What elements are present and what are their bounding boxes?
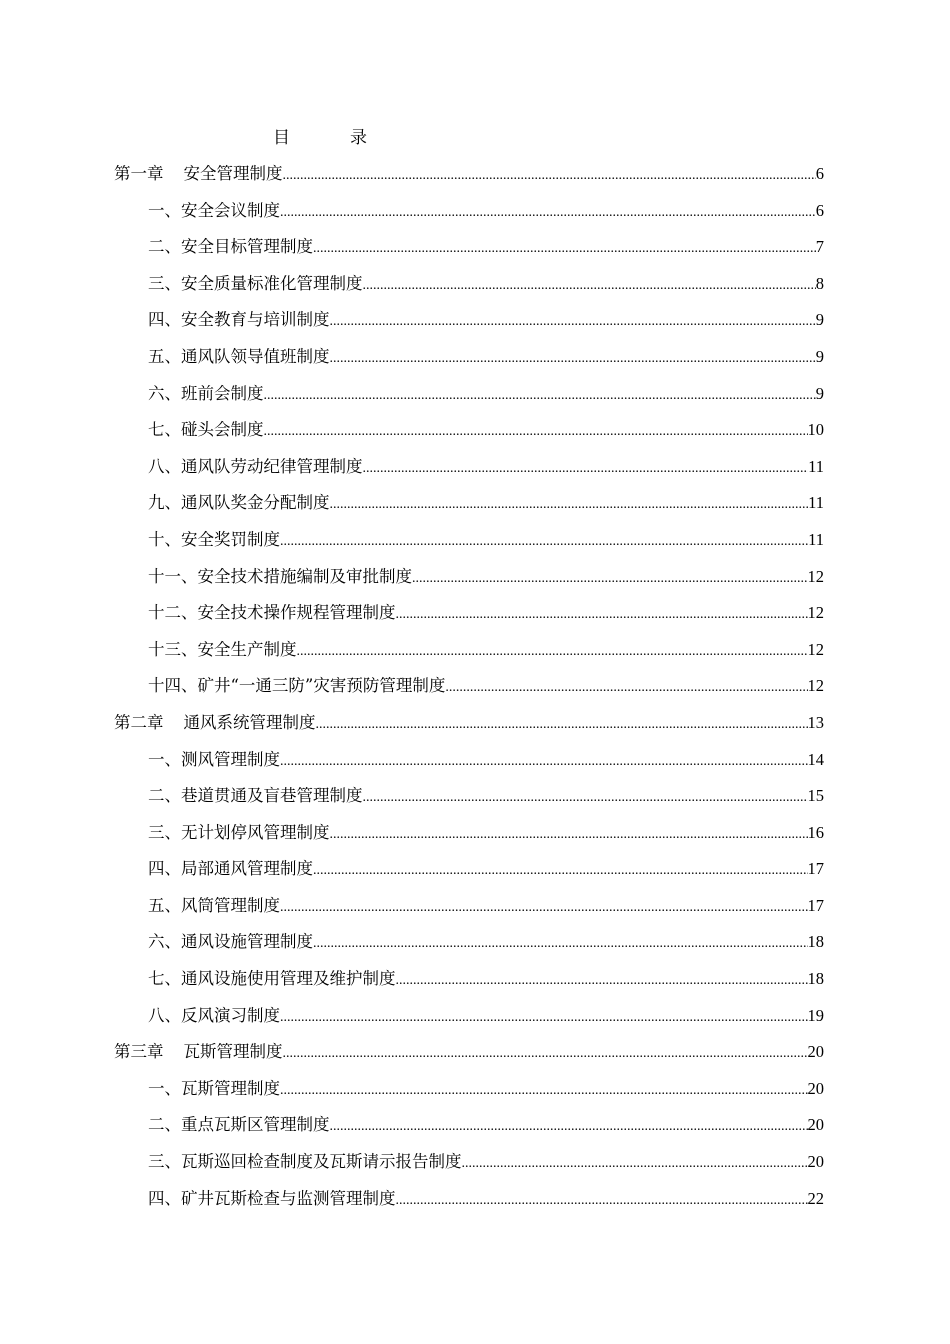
toc-entry-text: 二、重点瓦斯区管理制度 xyxy=(148,1115,330,1135)
toc-entry-text: 十一、安全技术措施编制及审批制度 xyxy=(148,566,412,586)
toc-section-entry[interactable] xyxy=(114,382,824,419)
toc-section-entry[interactable] xyxy=(114,784,824,821)
toc-page-number: 20 xyxy=(807,1078,824,1098)
toc-section-entry[interactable] xyxy=(114,601,824,638)
toc-dot-leader xyxy=(412,567,808,591)
toc-entry-text: 十、安全奖罚制度 xyxy=(148,529,280,549)
toc-dot-leader xyxy=(330,310,816,334)
toc-title-part1: 目 xyxy=(273,128,290,148)
toc-page-number: 10 xyxy=(807,420,824,440)
toc-page-number: 9 xyxy=(815,346,824,366)
toc-section-entry[interactable] xyxy=(114,1113,824,1150)
toc-entry-label xyxy=(148,857,313,881)
toc-title-part2: 录 xyxy=(350,128,367,148)
toc-chapter-entry[interactable] xyxy=(114,1040,824,1077)
toc-page-number: 20 xyxy=(807,1115,824,1135)
toc-entry-label xyxy=(148,1077,280,1101)
toc-entry-text: 通风系统管理制度 xyxy=(183,712,316,732)
toc-entry-text: 二、巷道贯通及盲巷管理制度 xyxy=(148,786,363,806)
toc-entry-label xyxy=(148,418,264,442)
toc-dot-leader xyxy=(283,164,816,188)
toc-section-entry[interactable] xyxy=(114,930,824,967)
toc-dot-leader xyxy=(297,640,808,664)
toc-page-number: 11 xyxy=(808,456,824,476)
toc-section-entry[interactable] xyxy=(114,857,824,894)
toc-entry-text: 一、测风管理制度 xyxy=(148,749,280,769)
toc-entry-label xyxy=(148,528,280,552)
toc-entry-label xyxy=(148,894,280,918)
toc-entry-label xyxy=(148,930,313,954)
toc-dot-leader xyxy=(363,274,816,298)
toc-entry-label xyxy=(148,674,445,698)
toc-page-number: 6 xyxy=(815,200,824,220)
toc-page-number: 11 xyxy=(808,529,824,549)
toc-dot-leader xyxy=(280,201,816,225)
toc-dot-leader xyxy=(330,493,809,517)
toc-entry-text: 六、班前会制度 xyxy=(148,383,264,403)
toc-entry-text: 七、碰头会制度 xyxy=(148,420,264,440)
toc-section-entry[interactable] xyxy=(114,418,824,455)
toc-entry-label xyxy=(148,199,280,223)
toc-page-number: 13 xyxy=(807,712,824,732)
toc-page-number: 22 xyxy=(807,1188,824,1208)
toc-entry-label xyxy=(148,565,412,589)
toc-dot-leader xyxy=(264,420,808,444)
toc-entry-text: 安全管理制度 xyxy=(183,164,283,183)
toc-entry-text: 八、通风队劳动纪律管理制度 xyxy=(148,456,363,476)
toc-page-number: 9 xyxy=(815,310,824,330)
toc-page-number: 12 xyxy=(807,639,824,659)
toc-dot-leader xyxy=(280,896,808,920)
toc-entry-label xyxy=(148,1150,462,1174)
toc-page-number: 9 xyxy=(815,383,824,403)
toc-section-entry[interactable] xyxy=(114,821,824,858)
toc-dot-leader xyxy=(445,676,807,700)
toc-entry-text: 四、安全教育与培训制度 xyxy=(148,310,330,330)
toc-section-entry[interactable] xyxy=(114,308,824,345)
toc-entry-label xyxy=(148,455,363,479)
toc-chapter-entry[interactable] xyxy=(114,711,824,748)
toc-entry-label xyxy=(148,601,396,625)
toc-dot-leader xyxy=(264,384,816,408)
toc-dot-leader xyxy=(316,713,808,737)
toc-section-entry[interactable] xyxy=(114,235,824,272)
toc-entry-text: 九、通风队奖金分配制度 xyxy=(148,493,330,513)
toc-section-entry[interactable] xyxy=(114,528,824,565)
toc-entry-text: 十四、矿井“一通三防”灾害预防管理制度 xyxy=(148,676,446,696)
toc-section-entry[interactable] xyxy=(114,272,824,309)
toc-entry-text: 一、安全会议制度 xyxy=(148,200,280,220)
toc-entry-label xyxy=(148,638,297,662)
toc-dot-leader xyxy=(313,237,816,261)
toc-entry-label xyxy=(148,345,330,369)
toc-entry-text: 五、风筒管理制度 xyxy=(148,895,280,915)
toc-page-number: 20 xyxy=(807,1042,824,1062)
toc-entry-label xyxy=(114,711,316,735)
toc-section-entry[interactable] xyxy=(114,967,824,1004)
toc-dot-leader xyxy=(363,786,808,810)
toc-entry-text: 二、安全目标管理制度 xyxy=(148,237,313,257)
toc-entry-label xyxy=(148,491,330,515)
toc-entry-label xyxy=(148,784,363,808)
toc-entry-label xyxy=(148,235,313,259)
toc-page-number: 19 xyxy=(807,1005,824,1025)
toc-page-number: 8 xyxy=(815,273,824,293)
toc-section-entry[interactable] xyxy=(114,199,824,236)
toc-section-entry[interactable] xyxy=(114,345,824,382)
toc-page-number: 14 xyxy=(807,749,824,769)
toc-section-entry[interactable] xyxy=(114,491,824,528)
toc-section-entry[interactable] xyxy=(114,894,824,931)
toc-entry-label xyxy=(148,272,363,296)
toc-chapter-entry[interactable] xyxy=(114,162,824,199)
toc-chapter-prefix: 第一章 xyxy=(114,164,164,183)
toc-dot-leader xyxy=(330,823,808,847)
toc-page-number: 20 xyxy=(807,1152,824,1172)
toc-dot-leader xyxy=(280,530,808,554)
toc-entry-text: 一、瓦斯管理制度 xyxy=(148,1078,280,1098)
toc-dot-leader xyxy=(396,603,808,627)
toc-dot-leader xyxy=(396,1189,808,1213)
toc-dot-leader xyxy=(280,750,808,774)
toc-dot-leader xyxy=(280,1006,808,1030)
toc-entry-text: 三、安全质量标准化管理制度 xyxy=(148,273,363,293)
toc-dot-leader xyxy=(363,457,809,481)
toc-section-entry[interactable] xyxy=(114,1187,824,1224)
toc-page-number: 6 xyxy=(815,164,824,183)
toc-entry-text: 八、反风演习制度 xyxy=(148,1005,280,1025)
toc-page-number: 18 xyxy=(807,932,824,952)
toc-entry-text: 瓦斯管理制度 xyxy=(183,1042,283,1062)
toc-dot-leader xyxy=(313,932,808,956)
toc-title xyxy=(0,126,640,150)
toc-entry-text: 四、局部通风管理制度 xyxy=(148,859,313,879)
toc-dot-leader xyxy=(330,1115,808,1139)
toc-section-entry[interactable] xyxy=(114,565,824,602)
toc-dot-leader xyxy=(396,969,808,993)
toc-section-entry[interactable] xyxy=(114,1077,824,1114)
toc-entry-label xyxy=(148,748,280,772)
toc-dot-leader xyxy=(313,859,808,883)
toc-entry-text: 七、通风设施使用管理及维护制度 xyxy=(148,969,396,989)
toc-entry-text: 十三、安全生产制度 xyxy=(148,639,297,659)
toc-page-number: 7 xyxy=(815,237,824,257)
table-of-contents xyxy=(114,162,824,1223)
toc-dot-leader xyxy=(280,1079,808,1103)
toc-entry-label xyxy=(148,967,396,991)
toc-section-entry[interactable] xyxy=(114,1004,824,1041)
toc-entry-label xyxy=(148,1187,396,1211)
toc-page-number: 12 xyxy=(807,676,824,696)
toc-chapter-prefix: 第三章 xyxy=(114,1042,164,1062)
toc-page-number: 16 xyxy=(807,822,824,842)
toc-page-number: 12 xyxy=(807,566,824,586)
toc-section-entry[interactable] xyxy=(114,748,824,785)
toc-entry-text: 十二、安全技术操作规程管理制度 xyxy=(148,603,396,623)
toc-section-entry[interactable] xyxy=(114,674,824,711)
toc-entry-label xyxy=(148,1113,330,1137)
toc-entry-text: 六、通风设施管理制度 xyxy=(148,932,313,952)
toc-dot-leader xyxy=(330,347,816,371)
toc-entry-label xyxy=(148,821,330,845)
toc-entry-text: 三、无计划停风管理制度 xyxy=(148,822,330,842)
toc-entry-label xyxy=(148,382,264,406)
toc-section-entry[interactable] xyxy=(114,455,824,492)
toc-section-entry[interactable] xyxy=(114,638,824,675)
toc-entry-text: 四、矿井瓦斯检查与监测管理制度 xyxy=(148,1188,396,1208)
toc-entry-text: 三、瓦斯巡回检查制度及瓦斯请示报告制度 xyxy=(148,1152,462,1172)
toc-dot-leader xyxy=(283,1042,808,1066)
toc-page-number: 18 xyxy=(807,969,824,989)
toc-dot-leader xyxy=(462,1152,808,1176)
toc-chapter-prefix: 第二章 xyxy=(114,712,164,732)
toc-entry-text: 五、通风队领导值班制度 xyxy=(148,346,330,366)
toc-page-number: 17 xyxy=(807,895,824,915)
toc-page-number: 17 xyxy=(807,859,824,879)
toc-entry-label xyxy=(114,1040,283,1064)
toc-entry-label xyxy=(114,162,283,186)
toc-entry-label xyxy=(148,308,330,332)
toc-entry-label xyxy=(148,1004,280,1028)
toc-section-entry[interactable] xyxy=(114,1150,824,1187)
toc-page-number: 11 xyxy=(808,493,824,513)
toc-page-number: 15 xyxy=(807,786,824,806)
toc-page-number: 12 xyxy=(807,603,824,623)
